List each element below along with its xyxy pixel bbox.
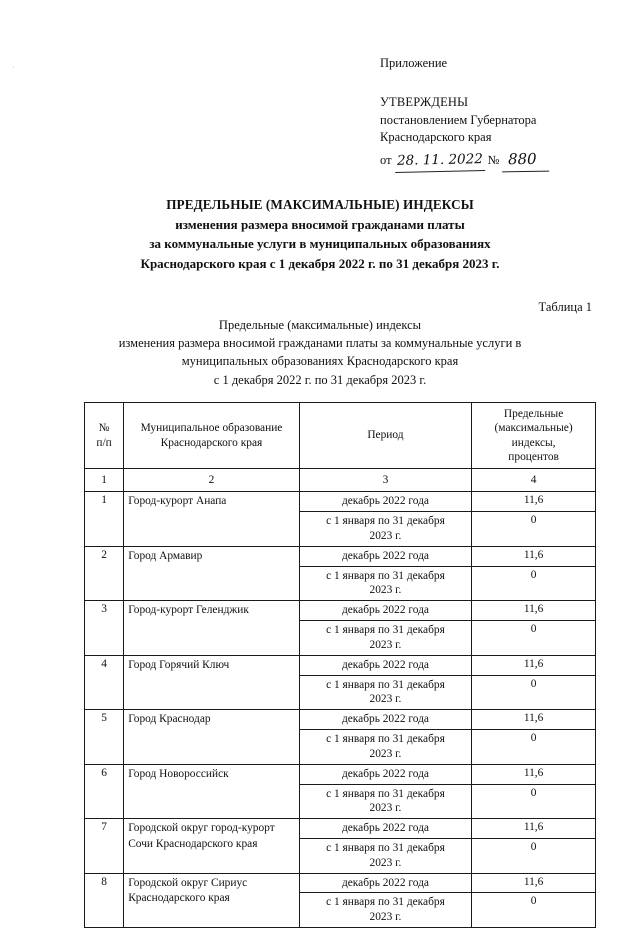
title-line-4: Краснодарского края с 1 декабря 2022 г. по 31 декабря 2023 г.	[140, 255, 500, 271]
period-year	[299, 784, 471, 819]
municipality-line-1: Город Новороссийск	[128, 767, 229, 780]
document-header	[380, 55, 610, 172]
period-year	[299, 675, 471, 710]
table-row	[85, 710, 596, 730]
municipality-line-1: Городской округ город-курорт	[128, 822, 275, 835]
header-cell-index	[472, 403, 596, 469]
header-index-line-3: индексы,	[511, 436, 556, 449]
number-value: 880	[502, 149, 549, 172]
row-municipality	[124, 655, 300, 709]
period-december: декабрь 2022 года	[299, 601, 471, 621]
header-number-line-2: п/п	[96, 436, 112, 449]
period-december: декабрь 2022 года	[299, 710, 471, 730]
caption-line-2: изменения размера вносимой гражданами платы за коммунальные услуги в	[118, 336, 522, 351]
table-label: Таблица 1	[538, 300, 592, 314]
row-municipality	[124, 764, 300, 818]
row-municipality	[124, 710, 300, 764]
approved-title: УТВЕРЖДЕНЫ	[380, 95, 469, 110]
period-year	[299, 838, 471, 873]
municipality-line-2: Краснодарского края	[128, 892, 230, 905]
header-index-line-2: (максимальные)	[494, 422, 573, 435]
table-row	[85, 655, 596, 675]
index-year: 0	[472, 566, 596, 601]
period-december: декабрь 2022 года	[299, 764, 471, 784]
index-december: 11,6	[472, 819, 596, 839]
column-number-1: 1	[85, 469, 124, 492]
period-year-line-1: с 1 января по 31 декабря	[326, 515, 445, 528]
row-number: 7	[85, 819, 124, 873]
indices-table	[84, 402, 596, 928]
caption-line-1: Предельные (максимальные) индексы	[218, 318, 422, 333]
period-year	[299, 893, 471, 928]
period-year-line-1: с 1 января по 31 декабря	[326, 841, 445, 854]
period-year-line-2: 2023 г.	[369, 638, 402, 651]
header-mo-line-2: Краснодарского края	[160, 436, 263, 449]
date-prefix: от	[380, 153, 392, 167]
period-year-line-2: 2023 г.	[369, 856, 402, 869]
table-row	[85, 873, 596, 893]
index-december: 11,6	[472, 546, 596, 566]
period-december: декабрь 2022 года	[299, 492, 471, 512]
header-index-line-4: процентов	[508, 450, 559, 463]
title-line-2: изменения размера вносимой гражданами платы	[175, 216, 465, 232]
row-municipality	[124, 819, 300, 873]
title-line-3: за коммунальные услуги в муниципальных образованиях	[149, 236, 491, 252]
table-row	[85, 819, 596, 839]
row-number: 2	[85, 546, 124, 600]
header-number-line-1: №	[98, 422, 110, 435]
period-year	[299, 730, 471, 765]
municipality-line-1: Город Армавир	[128, 549, 203, 562]
caption-line-4: с 1 декабря 2022 г. по 31 декабря 2023 г.	[213, 372, 427, 387]
period-december: декабрь 2022 года	[299, 546, 471, 566]
row-municipality	[124, 492, 300, 546]
table-caption	[40, 298, 600, 389]
index-december: 11,6	[472, 710, 596, 730]
index-december: 11,6	[472, 873, 596, 893]
row-number: 8	[85, 873, 124, 927]
period-year-line-2: 2023 г.	[369, 693, 402, 706]
row-number: 4	[85, 655, 124, 709]
period-year	[299, 512, 471, 547]
period-year-line-1: с 1 января по 31 декабря	[326, 678, 445, 691]
table-row	[85, 601, 596, 621]
index-year: 0	[472, 893, 596, 928]
index-year: 0	[472, 512, 596, 547]
period-year-line-2: 2023 г.	[369, 802, 402, 815]
row-municipality	[124, 546, 300, 600]
table-header	[85, 403, 596, 492]
municipality-line-1: Город-курорт Геленджик	[128, 604, 249, 617]
period-year-line-1: с 1 января по 31 декабря	[326, 733, 445, 746]
period-year	[299, 621, 471, 656]
header-cell-number	[85, 403, 124, 469]
municipality-line-1: Городской округ Сириус	[128, 876, 248, 889]
index-december: 11,6	[472, 764, 596, 784]
row-number: 3	[85, 601, 124, 655]
row-number: 5	[85, 710, 124, 764]
row-number: 1	[85, 492, 124, 546]
column-number-4: 4	[472, 469, 596, 492]
period-december: декабрь 2022 года	[299, 655, 471, 675]
index-year: 0	[472, 784, 596, 819]
date-value: 28. 11. 2022	[394, 150, 484, 173]
appendix-label: Приложение	[380, 56, 448, 70]
header-cell-municipality	[124, 403, 300, 469]
page-corner-mark: ·	[12, 62, 15, 72]
table-row	[85, 764, 596, 784]
number-prefix: №	[487, 153, 500, 167]
period-december: декабрь 2022 года	[299, 873, 471, 893]
index-year: 0	[472, 621, 596, 656]
index-year: 0	[472, 675, 596, 710]
index-year: 0	[472, 838, 596, 873]
column-number-3: 3	[299, 469, 471, 492]
table-row	[85, 492, 596, 512]
document-title	[40, 195, 600, 273]
row-municipality	[124, 873, 300, 927]
table-body	[85, 492, 596, 928]
index-year: 0	[472, 730, 596, 765]
period-year-line-1: с 1 января по 31 декабря	[326, 569, 445, 582]
row-number: 6	[85, 764, 124, 818]
caption-line-3: муниципальных образованиях Краснодарского края	[181, 354, 459, 369]
header-mo-line-1: Муниципальное образование	[140, 422, 283, 435]
municipality-line-1: Город Горячий Ключ	[128, 658, 230, 671]
municipality-line-1: Город Краснодар	[128, 713, 211, 726]
index-december: 11,6	[472, 492, 596, 512]
table-row	[85, 546, 596, 566]
header-index-line-1: Предельные	[503, 408, 564, 420]
municipality-line-1: Город-курорт Анапа	[128, 495, 227, 508]
period-year-line-2: 2023 г.	[369, 529, 402, 542]
period-year-line-1: с 1 января по 31 декабря	[326, 624, 445, 637]
period-december: декабрь 2022 года	[299, 819, 471, 839]
period-year-line-1: с 1 января по 31 декабря	[326, 896, 445, 909]
header-cell-period: Период	[299, 403, 471, 469]
approved-line-1: постановлением Губернатора	[380, 112, 537, 127]
period-year-line-2: 2023 г.	[369, 747, 402, 760]
period-year-line-2: 2023 г.	[369, 584, 402, 597]
row-municipality	[124, 601, 300, 655]
period-year	[299, 566, 471, 601]
column-number-2: 2	[124, 469, 300, 492]
decree-date-line	[380, 149, 610, 172]
period-year-line-1: с 1 января по 31 декабря	[326, 787, 445, 800]
period-year-line-2: 2023 г.	[369, 911, 402, 924]
index-december: 11,6	[472, 655, 596, 675]
approved-line-2: Краснодарского края	[380, 129, 492, 144]
title-line-1: ПРЕДЕЛЬНЫЕ (МАКСИМАЛЬНЫЕ) ИНДЕКСЫ	[166, 197, 474, 212]
table-column-numbers-row	[85, 469, 596, 492]
municipality-line-2: Сочи Краснодарского края	[128, 837, 258, 850]
index-december: 11,6	[472, 601, 596, 621]
